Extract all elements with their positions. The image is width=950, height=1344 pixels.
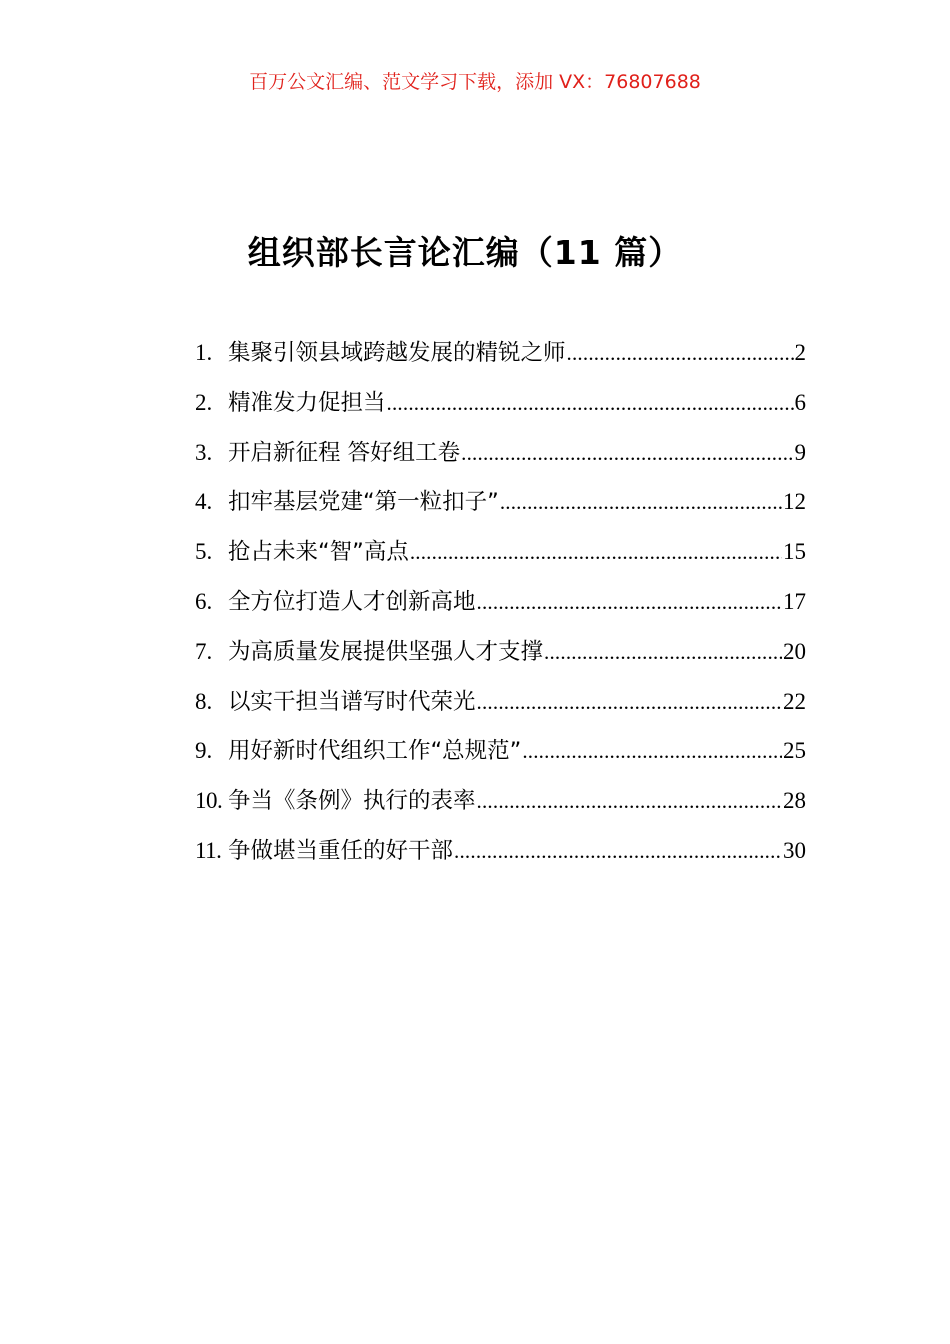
toc-entry-title: 开启新征程 答好组工卷 [228,439,461,466]
toc-entry[interactable] [195,532,806,582]
toc-entry-number: 10. [195,788,223,814]
toc-entry-page-number: 28 [783,788,806,814]
toc-entry[interactable] [195,682,806,732]
toc-dot-leader [387,383,794,423]
toc-entry-number: 9. [195,738,213,764]
toc-entry-page-number: 17 [783,588,806,614]
toc-entry-page-number: 20 [783,638,806,664]
toc-entry-title: 用好新时代组织工作“总规范” [228,738,522,765]
toc-entry-title: 争当《条例》执行的表率 [228,788,476,815]
toc-entry-page-number: 25 [783,738,806,764]
toc-entry-page-number: 15 [783,539,806,565]
toc-entry[interactable] [195,731,806,781]
toc-entry-title: 以实干担当谱写时代荣光 [228,688,476,715]
toc-entry-page-number: 2 [794,340,806,365]
toc-entry-title: 争做堪当重任的好干部 [228,837,454,864]
toc-entry[interactable] [195,482,806,532]
toc-entry[interactable] [195,781,806,831]
toc-entry-number: 7. [195,638,213,664]
header-watermark-note: 百万公文汇编、范文学习下载，添加 VX：76807688 [249,71,701,93]
toc-dot-leader [410,532,782,572]
toc-entry[interactable] [195,632,806,682]
toc-entry[interactable] [195,831,806,881]
toc-entry-title: 为高质量发展提供坚强人才支撑 [228,638,544,665]
table-of-contents [195,333,806,881]
document-title: 组织部长言论汇编（11 篇） [247,233,683,272]
toc-dot-leader [477,682,782,722]
toc-entry-title: 全方位打造人才创新高地 [228,588,476,615]
toc-entry-page-number: 9 [794,439,806,465]
toc-dot-leader [454,831,782,871]
toc-entry[interactable] [195,582,806,632]
toc-entry[interactable] [195,433,806,483]
toc-entry-title: 精准发力促担当 [228,389,386,416]
toc-dot-leader [461,433,793,473]
toc-dot-leader [522,731,782,771]
toc-entry-number: 3. [195,439,213,465]
toc-entry-number: 2. [195,389,213,415]
toc-entry-number: 1. [195,340,213,365]
toc-dot-leader [567,333,794,373]
toc-entry-number: 8. [195,688,213,714]
toc-entry-number: 4. [195,489,213,515]
toc-dot-leader [500,482,782,522]
toc-entry-page-number: 12 [783,489,806,515]
toc-entry-page-number: 30 [783,837,806,863]
toc-entry-number: 5. [195,539,213,565]
toc-entry-title: 集聚引领县域跨越发展的精锐之师 [228,340,566,366]
toc-entry-page-number: 6 [794,389,806,415]
toc-entry-title: 扣牢基层党建“第一粒扣子” [228,489,499,516]
toc-entry-number: 6. [195,588,213,614]
toc-dot-leader [477,781,782,821]
toc-entry-title: 抢占未来“智”高点 [228,539,409,566]
toc-entry-page-number: 22 [783,688,806,714]
toc-dot-leader [477,582,782,622]
toc-entry-number: 11. [195,837,222,863]
toc-entry[interactable] [195,333,806,383]
toc-entry[interactable] [195,383,806,433]
toc-dot-leader [544,632,782,672]
